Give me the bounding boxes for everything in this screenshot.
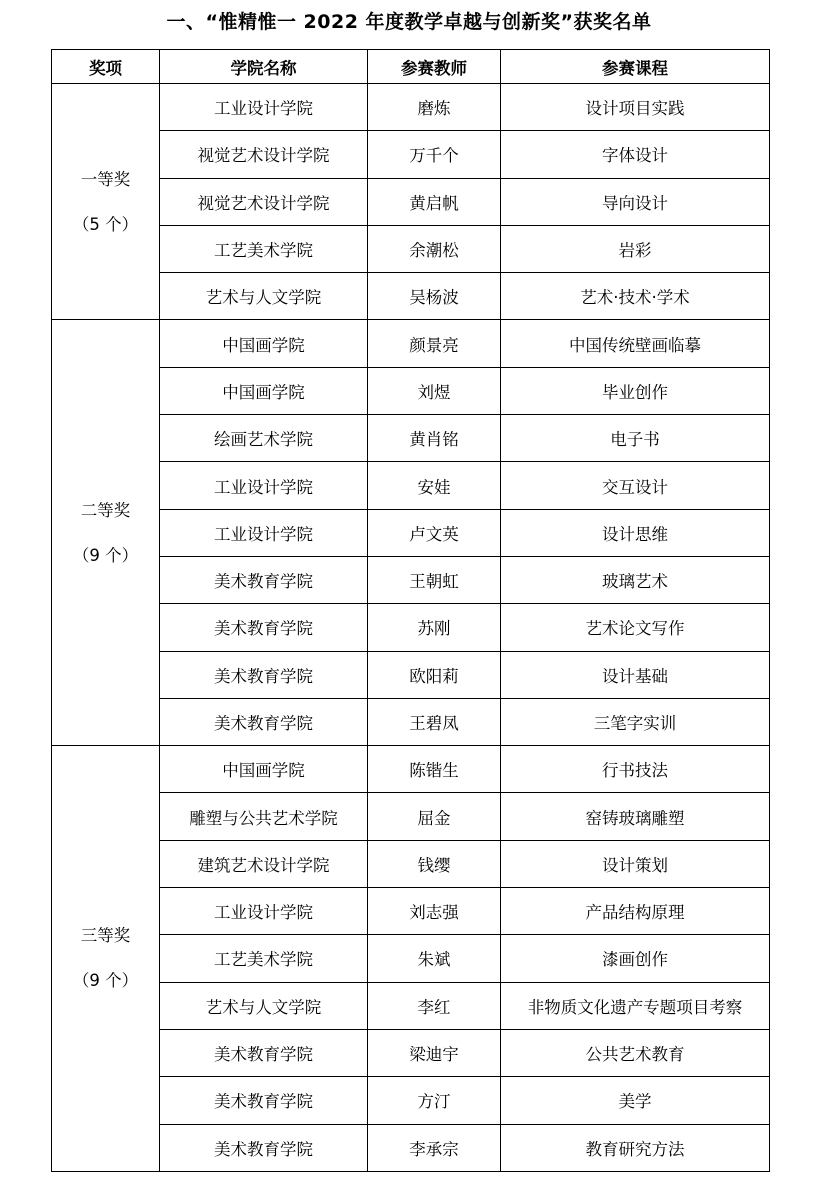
course-cell: 艺术论文写作 xyxy=(501,604,770,651)
award-count-label: （5 个） xyxy=(72,214,139,234)
college-cell: 艺术与人文学院 xyxy=(160,982,368,1029)
college-cell: 工业设计学院 xyxy=(160,84,368,131)
award-level-cell xyxy=(52,320,160,746)
header-award: 奖项 xyxy=(52,50,160,84)
college-cell: 中国画学院 xyxy=(160,367,368,414)
college-cell: 美术教育学院 xyxy=(160,1077,368,1124)
college-cell: 建筑艺术设计学院 xyxy=(160,840,368,887)
course-cell: 设计思维 xyxy=(501,509,770,556)
course-cell: 公共艺术教育 xyxy=(501,1029,770,1076)
table-row xyxy=(52,415,770,462)
page-title: 一、“惟精惟一 2022 年度教学卓越与创新奖”获奖名单 xyxy=(166,11,652,33)
table-row xyxy=(52,604,770,651)
teacher-cell: 李红 xyxy=(368,982,501,1029)
teacher-cell: 王碧凤 xyxy=(368,698,501,745)
table-row xyxy=(52,698,770,745)
table-row xyxy=(52,982,770,1029)
table-body xyxy=(52,84,770,1172)
course-cell: 毕业创作 xyxy=(501,367,770,414)
college-cell: 美术教育学院 xyxy=(160,1124,368,1171)
course-cell: 美学 xyxy=(501,1077,770,1124)
teacher-cell: 黄肖铭 xyxy=(368,415,501,462)
teacher-cell: 万千个 xyxy=(368,131,501,178)
college-cell: 视觉艺术设计学院 xyxy=(160,178,368,225)
table-row xyxy=(52,131,770,178)
table-row xyxy=(52,651,770,698)
table-row xyxy=(52,509,770,556)
course-cell: 教育研究方法 xyxy=(501,1124,770,1171)
table-row xyxy=(52,462,770,509)
college-cell: 美术教育学院 xyxy=(160,651,368,698)
table-row xyxy=(52,178,770,225)
teacher-cell: 钱缨 xyxy=(368,840,501,887)
college-cell: 工业设计学院 xyxy=(160,509,368,556)
college-cell: 工艺美术学院 xyxy=(160,225,368,272)
header-row xyxy=(52,50,770,84)
table-row xyxy=(52,273,770,320)
college-cell: 中国画学院 xyxy=(160,320,368,367)
college-cell: 工业设计学院 xyxy=(160,462,368,509)
award-level-cell xyxy=(52,746,160,1172)
college-cell: 美术教育学院 xyxy=(160,698,368,745)
course-cell: 产品结构原理 xyxy=(501,888,770,935)
award-level-label: 二等奖 xyxy=(80,500,131,520)
college-cell: 中国画学院 xyxy=(160,746,368,793)
teacher-cell: 陈锴生 xyxy=(368,746,501,793)
teacher-cell: 安娃 xyxy=(368,462,501,509)
course-cell: 设计基础 xyxy=(501,651,770,698)
teacher-cell: 刘志强 xyxy=(368,888,501,935)
award-table xyxy=(51,49,770,1172)
course-cell: 三笔字实训 xyxy=(501,698,770,745)
teacher-cell: 余潮松 xyxy=(368,225,501,272)
award-level-cell xyxy=(52,84,160,320)
table-row xyxy=(52,746,770,793)
teacher-cell: 屈金 xyxy=(368,793,501,840)
course-cell: 电子书 xyxy=(501,415,770,462)
teacher-cell: 朱斌 xyxy=(368,935,501,982)
course-cell: 非物质文化遗产专题项目考察 xyxy=(501,982,770,1029)
course-cell: 导向设计 xyxy=(501,178,770,225)
table-row xyxy=(52,556,770,603)
table-row xyxy=(52,1029,770,1076)
course-cell: 交互设计 xyxy=(501,462,770,509)
college-cell: 视觉艺术设计学院 xyxy=(160,131,368,178)
course-cell: 艺术·技术·学术 xyxy=(501,273,770,320)
table-row xyxy=(52,84,770,131)
course-cell: 中国传统壁画临摹 xyxy=(501,320,770,367)
table-row xyxy=(52,225,770,272)
college-cell: 绘画艺术学院 xyxy=(160,415,368,462)
college-cell: 艺术与人文学院 xyxy=(160,273,368,320)
table-row xyxy=(52,840,770,887)
course-cell: 设计策划 xyxy=(501,840,770,887)
teacher-cell: 颜景亮 xyxy=(368,320,501,367)
award-count-label: （9 个） xyxy=(72,545,139,565)
college-cell: 美术教育学院 xyxy=(160,604,368,651)
teacher-cell: 磨炼 xyxy=(368,84,501,131)
table-row xyxy=(52,888,770,935)
college-cell: 工艺美术学院 xyxy=(160,935,368,982)
table-row xyxy=(52,367,770,414)
teacher-cell: 黄启帆 xyxy=(368,178,501,225)
award-count-label: （9 个） xyxy=(72,971,139,991)
course-cell: 漆画创作 xyxy=(501,935,770,982)
header-teacher: 参赛教师 xyxy=(368,50,501,84)
teacher-cell: 吴杨波 xyxy=(368,273,501,320)
table-row xyxy=(52,1124,770,1171)
college-cell: 美术教育学院 xyxy=(160,1029,368,1076)
header-course: 参赛课程 xyxy=(501,50,770,84)
college-cell: 雕塑与公共艺术学院 xyxy=(160,793,368,840)
course-cell: 玻璃艺术 xyxy=(501,556,770,603)
teacher-cell: 卢文英 xyxy=(368,509,501,556)
college-cell: 工业设计学院 xyxy=(160,888,368,935)
teacher-cell: 欧阳莉 xyxy=(368,651,501,698)
table-row xyxy=(52,935,770,982)
header-college: 学院名称 xyxy=(160,50,368,84)
teacher-cell: 梁迪宇 xyxy=(368,1029,501,1076)
table-row xyxy=(52,320,770,367)
teacher-cell: 王朝虹 xyxy=(368,556,501,603)
table-row xyxy=(52,793,770,840)
award-level-label: 三等奖 xyxy=(80,926,131,946)
course-cell: 窑铸玻璃雕塑 xyxy=(501,793,770,840)
college-cell: 美术教育学院 xyxy=(160,556,368,603)
teacher-cell: 苏刚 xyxy=(368,604,501,651)
teacher-cell: 方汀 xyxy=(368,1077,501,1124)
course-cell: 行书技法 xyxy=(501,746,770,793)
teacher-cell: 李承宗 xyxy=(368,1124,501,1171)
course-cell: 字体设计 xyxy=(501,131,770,178)
course-cell: 设计项目实践 xyxy=(501,84,770,131)
teacher-cell: 刘煜 xyxy=(368,367,501,414)
table-header xyxy=(52,50,770,84)
award-level-label: 一等奖 xyxy=(80,169,131,189)
table-row xyxy=(52,1077,770,1124)
course-cell: 岩彩 xyxy=(501,225,770,272)
